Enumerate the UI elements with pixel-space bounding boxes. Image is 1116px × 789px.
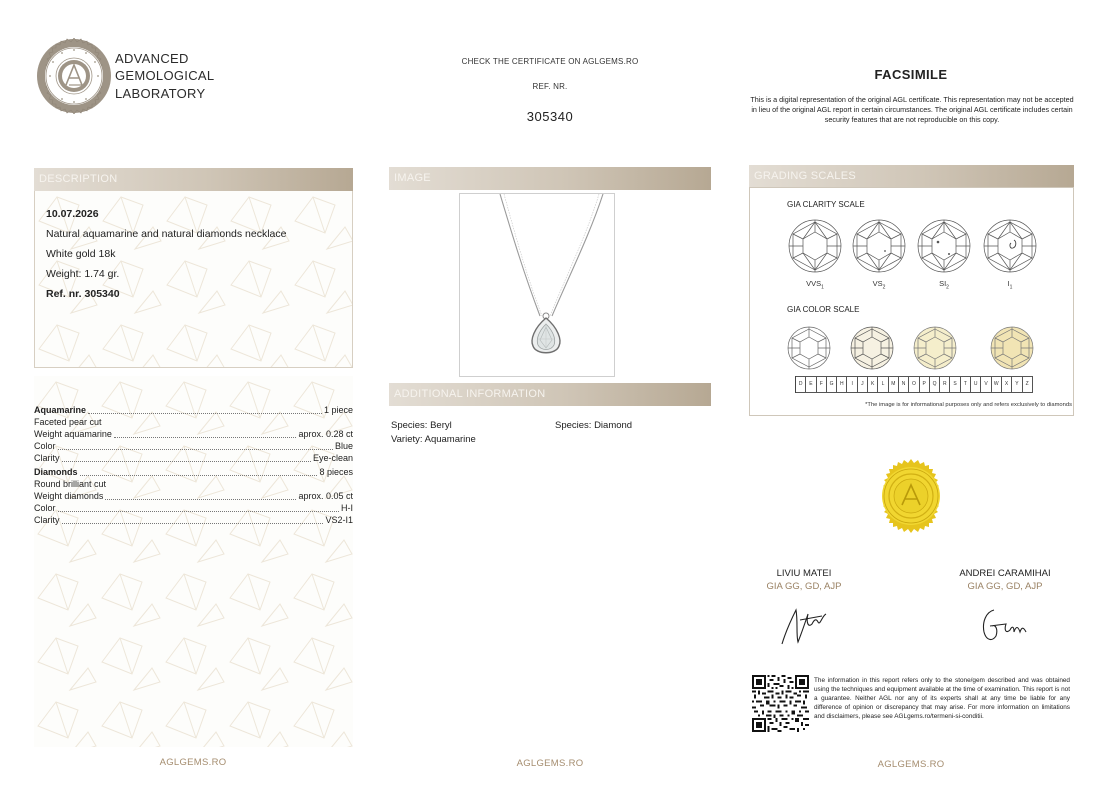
grade-sub: 1 [1009, 284, 1013, 291]
ruler-cell: Y [1012, 376, 1022, 393]
detail-value: Eye-clean [312, 453, 353, 463]
dotted-leader [80, 475, 318, 476]
clarity-grade-i1 [990, 279, 1030, 291]
grade-base: I [1007, 279, 1010, 288]
detail-row [34, 490, 353, 502]
species-beryl: Species: Beryl [391, 420, 452, 431]
agl-logo-seal [36, 38, 112, 114]
grade-base: SI [939, 279, 947, 288]
gold-seal [873, 458, 949, 534]
facsimile-note: This is a digital representation of the original AGL certificate. This representation may not be accepted in lieu of the original AGL report in certain circumstances. The original AGL certificate includes certain security features that are not reproducible on this copy. [750, 95, 1074, 125]
dotted-leader [62, 523, 324, 524]
check-certificate-line: CHECK THE CERTIFICATE ON AGLGEMS.RO [461, 57, 639, 66]
clarity-diagram-vs2 [851, 218, 907, 274]
detail-row [34, 428, 353, 440]
ruler-cell: G [827, 376, 837, 393]
description-header: DESCRIPTION [34, 168, 353, 191]
metal-description: White gold 18k [46, 248, 116, 260]
detail-row [34, 514, 353, 526]
lab-name-line-1: ADVANCED [115, 51, 189, 66]
signature-1 [776, 602, 832, 648]
grading-scales-header: GRADING SCALES [749, 165, 1074, 188]
detail-label: Round brilliant cut [34, 479, 107, 489]
ruler-cell: R [940, 376, 950, 393]
detail-row [34, 466, 353, 478]
clarity-grade-vvs1 [795, 279, 835, 291]
color-diagram-faint [912, 325, 958, 371]
qr-code[interactable] [752, 675, 809, 732]
image-header: IMAGE [389, 167, 711, 190]
color-scale-title: GIA COLOR SCALE [787, 305, 860, 314]
ruler-cell: V [981, 376, 991, 393]
detail-label: Weight aquamarine [34, 429, 112, 439]
detail-value: H-I [341, 503, 353, 513]
legal-disclaimer: The information in this report refers only to the stone/gem described and was obtained using the techniques and equipment available at the time of examination. This report is not a guarantee. Neither AGL nor any of its experts shall at any time be liable for any difference of opinion or discrepancy that may arise. For more information on limitations and disclaimers, please see AGLgems.ro/termeni-si-conditii. [814, 677, 1070, 721]
clarity-diagram-i1 [982, 218, 1038, 274]
certificate-date: 10.07.2026 [46, 208, 99, 220]
detail-value: VS2-I1 [325, 515, 353, 525]
grade-sub: 1 [821, 284, 824, 291]
grade-base: VS [872, 279, 883, 288]
detail-row [34, 502, 353, 514]
color-diagram-colorless [786, 325, 832, 371]
signatory-credentials-2: GIA GG, GD, AJP [967, 581, 1043, 592]
signature-2 [976, 604, 1032, 646]
dotted-leader [105, 499, 296, 500]
ruler-cell: M [889, 376, 899, 393]
ruler-cell: O [909, 376, 919, 393]
ruler-cell: Q [930, 376, 940, 393]
color-diagram-light [989, 325, 1035, 371]
necklace-illustration [460, 194, 616, 378]
ruler-cell: E [806, 376, 816, 393]
footer-site-right: AGLGEMS.RO [877, 759, 945, 770]
ruler-cell: Z [1023, 376, 1033, 393]
dotted-leader [62, 461, 311, 462]
facsimile-title: FACSIMILE [874, 67, 948, 82]
grade-base: VVS [806, 279, 822, 288]
detail-row [34, 478, 353, 490]
ruler-cell: U [971, 376, 981, 393]
lab-name-line-3: LABORATORY [115, 86, 206, 101]
variety-aquamarine: Variety: Aquamarine [391, 434, 476, 445]
detail-row [34, 440, 353, 452]
additional-info-header: ADDITIONAL INFORMATION [389, 383, 711, 406]
ref-label: REF. NR. [532, 82, 568, 91]
detail-row [34, 416, 353, 428]
grading-disclaimer: *The image is for informational purposes only and refers exclusively to diamonds [865, 402, 1072, 408]
ruler-cell: P [920, 376, 930, 393]
detail-label: Faceted pear cut [34, 417, 102, 427]
detail-value: 8 pieces [319, 467, 353, 477]
ruler-cell: F [817, 376, 827, 393]
item-description: Natural aquamarine and natural diamonds necklace [46, 228, 287, 240]
signatory-name-2: ANDREI CARAMIHAI [959, 568, 1051, 579]
clarity-scale-title: GIA CLARITY SCALE [787, 200, 865, 209]
ruler-cell: W [992, 376, 1002, 393]
footer-site-middle: AGLGEMS.RO [516, 758, 584, 769]
detail-label: Color [34, 441, 56, 451]
ruler-cell: S [950, 376, 960, 393]
species-diamond: Species: Diamond [555, 420, 633, 431]
grade-sub: 2 [946, 284, 949, 291]
color-scale-ruler [795, 376, 1033, 393]
ruler-cell: N [899, 376, 909, 393]
clarity-diagram-si2 [916, 218, 972, 274]
detail-label: Clarity [34, 515, 60, 525]
detail-row [34, 452, 353, 464]
dotted-leader [58, 511, 339, 512]
clarity-grade-vs2 [859, 279, 899, 291]
dotted-leader [58, 449, 333, 450]
color-diagram-near-colorless [849, 325, 895, 371]
detail-row [34, 404, 353, 416]
detail-value: aprox. 0.28 ct [298, 429, 353, 439]
dotted-leader [88, 413, 322, 414]
detail-value: 1 piece [323, 405, 353, 415]
lab-name-line-2: GEMOLOGICAL [115, 68, 215, 83]
detail-label: Diamonds [34, 467, 78, 477]
ruler-cell: H [837, 376, 847, 393]
description-box [34, 191, 353, 368]
detail-value: Blue [334, 441, 353, 451]
detail-label: Aquamarine [34, 405, 87, 415]
details-panel [34, 376, 353, 747]
ruler-cell: X [1002, 376, 1012, 393]
ruler-cell: J [858, 376, 868, 393]
clarity-grade-si2 [924, 279, 964, 291]
detail-label: Weight diamonds [34, 491, 104, 501]
signatory-name-1: LIVIU MATEI [776, 568, 832, 579]
ruler-cell: I [847, 376, 857, 393]
necklace-photo [459, 193, 615, 377]
clarity-diagram-vvs1 [787, 218, 843, 274]
detail-label: Color [34, 503, 56, 513]
ruler-cell: D [796, 376, 806, 393]
item-weight: Weight: 1.74 gr. [46, 268, 120, 280]
footer-site-left: AGLGEMS.RO [159, 757, 227, 768]
item-ref: Ref. nr. 305340 [46, 288, 120, 300]
dotted-leader [114, 437, 297, 438]
ruler-cell: K [868, 376, 878, 393]
ruler-cell: T [961, 376, 971, 393]
grade-sub: 2 [882, 284, 886, 291]
signatory-credentials-1: GIA GG, GD, AJP [766, 581, 842, 592]
detail-value: aprox. 0.05 ct [298, 491, 353, 501]
detail-label: Clarity [34, 453, 60, 463]
ref-number: 305340 [526, 109, 574, 124]
ruler-cell: L [878, 376, 888, 393]
